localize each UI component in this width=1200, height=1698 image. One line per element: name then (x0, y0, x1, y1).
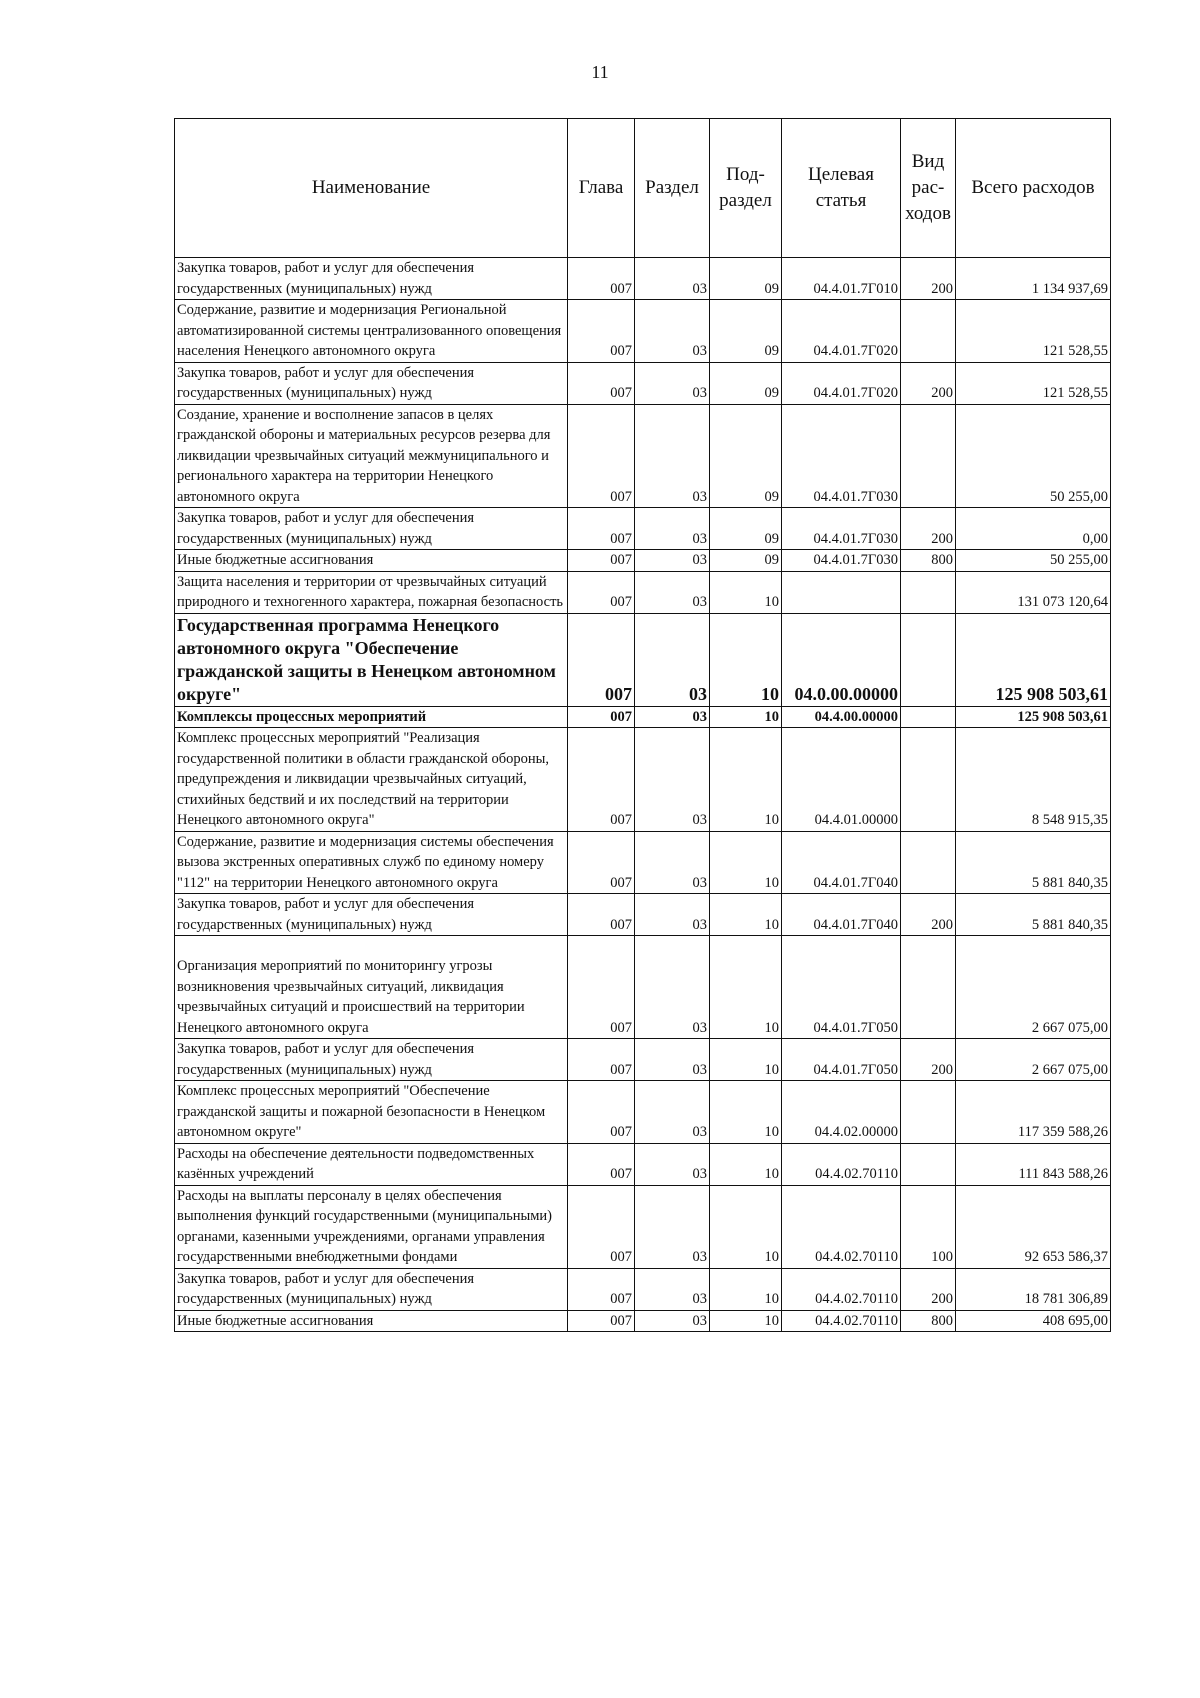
cell-razdel: 03 (635, 508, 710, 550)
cell-glava: 007 (568, 362, 635, 404)
cell-razdel: 03 (635, 300, 710, 363)
cell-podrazdel: 10 (710, 1310, 782, 1332)
cell-total: 121 528,55 (956, 362, 1111, 404)
page-number: 11 (591, 62, 609, 82)
cell-podrazdel: 09 (710, 404, 782, 508)
budget-table (174, 118, 1111, 1332)
cell-glava: 007 (568, 613, 635, 706)
cell-razdel: 03 (635, 728, 710, 832)
cell-name: Организация мероприятий по мониторингу угрозы возникновения чрезвычайных ситуаций, ликвидация чрезвычайных ситуаций и происшествий на территории Ненецкого автономного округа (175, 936, 568, 1039)
cell-razdel: 03 (635, 1039, 710, 1081)
cell-vid: 200 (901, 894, 956, 936)
cell-total: 125 908 503,61 (956, 706, 1111, 728)
table-row (175, 1185, 1111, 1268)
cell-razdel: 03 (635, 1081, 710, 1144)
cell-glava: 007 (568, 1310, 635, 1332)
cell-total: 8 548 915,35 (956, 728, 1111, 832)
table-row (175, 728, 1111, 832)
cell-glava: 007 (568, 1081, 635, 1144)
cell-statya: 04.4.00.00000 (782, 706, 901, 728)
table-row (175, 936, 1111, 1039)
cell-statya: 04.4.01.7Г010 (782, 258, 901, 300)
cell-vid (901, 404, 956, 508)
table-row (175, 1310, 1111, 1332)
table-row (175, 1039, 1111, 1081)
cell-vid: 800 (901, 550, 956, 572)
cell-razdel: 03 (635, 894, 710, 936)
cell-name: Закупка товаров, работ и услуг для обеспечения государственных (муниципальных) нужд (175, 258, 568, 300)
cell-glava: 007 (568, 706, 635, 728)
cell-glava: 007 (568, 404, 635, 508)
cell-razdel: 03 (635, 404, 710, 508)
table-row (175, 571, 1111, 613)
cell-name: Закупка товаров, работ и услуг для обеспечения государственных (муниципальных) нужд (175, 1268, 568, 1310)
header-vid: Вид рас- ходов (901, 119, 956, 258)
cell-glava: 007 (568, 1268, 635, 1310)
header-podrazdel: Под- раздел (710, 119, 782, 258)
header-statya: Целевая статья (782, 119, 901, 258)
table-row (175, 404, 1111, 508)
cell-podrazdel: 09 (710, 550, 782, 572)
table-row (175, 894, 1111, 936)
cell-statya: 04.4.01.7Г020 (782, 362, 901, 404)
cell-podrazdel: 09 (710, 508, 782, 550)
cell-glava: 007 (568, 508, 635, 550)
cell-razdel: 03 (635, 1310, 710, 1332)
cell-vid (901, 1143, 956, 1185)
cell-total: 117 359 588,26 (956, 1081, 1111, 1144)
cell-vid (901, 613, 956, 706)
table-body (175, 258, 1111, 1332)
cell-glava: 007 (568, 894, 635, 936)
table-row (175, 258, 1111, 300)
cell-razdel: 03 (635, 706, 710, 728)
cell-vid: 100 (901, 1185, 956, 1268)
cell-vid: 800 (901, 1310, 956, 1332)
cell-razdel: 03 (635, 613, 710, 706)
cell-podrazdel: 10 (710, 831, 782, 894)
cell-statya: 04.4.01.7Г050 (782, 936, 901, 1039)
cell-name: Иные бюджетные ассигнования (175, 550, 568, 572)
cell-razdel: 03 (635, 1268, 710, 1310)
cell-glava: 007 (568, 1039, 635, 1081)
table-row (175, 1268, 1111, 1310)
cell-total: 1 134 937,69 (956, 258, 1111, 300)
cell-name: Закупка товаров, работ и услуг для обеспечения государственных (муниципальных) нужд (175, 1039, 568, 1081)
cell-podrazdel: 10 (710, 894, 782, 936)
cell-vid (901, 1081, 956, 1144)
cell-name: Иные бюджетные ассигнования (175, 1310, 568, 1332)
cell-name: Расходы на выплаты персоналу в целях обеспечения выполнения функций государственными (муниципальными) органами, казенными учреждениями, органами управления государственными внебюджетными фондами (175, 1185, 568, 1268)
cell-statya: 04.4.02.00000 (782, 1081, 901, 1144)
cell-name: Расходы на обеспечение деятельности подведомственных казённых учреждений (175, 1143, 568, 1185)
cell-podrazdel: 10 (710, 1143, 782, 1185)
cell-razdel: 03 (635, 362, 710, 404)
cell-name: Комплексы процессных мероприятий (175, 706, 568, 728)
cell-podrazdel: 10 (710, 1081, 782, 1144)
cell-podrazdel: 10 (710, 1268, 782, 1310)
cell-total: 5 881 840,35 (956, 894, 1111, 936)
table-header-row (175, 119, 1111, 258)
cell-vid (901, 831, 956, 894)
cell-podrazdel: 10 (710, 706, 782, 728)
cell-podrazdel: 10 (710, 571, 782, 613)
cell-total: 125 908 503,61 (956, 613, 1111, 706)
cell-statya: 04.4.01.7Г020 (782, 300, 901, 363)
table-row (175, 613, 1111, 706)
table-row (175, 706, 1111, 728)
cell-podrazdel: 09 (710, 362, 782, 404)
cell-total: 121 528,55 (956, 300, 1111, 363)
table-row (175, 508, 1111, 550)
cell-statya: 04.0.00.00000 (782, 613, 901, 706)
cell-razdel: 03 (635, 1185, 710, 1268)
cell-statya: 04.4.01.7Г040 (782, 894, 901, 936)
cell-total: 50 255,00 (956, 550, 1111, 572)
header-glava: Глава (568, 119, 635, 258)
cell-statya: 04.4.02.70110 (782, 1310, 901, 1332)
cell-glava: 007 (568, 1185, 635, 1268)
table-row (175, 1081, 1111, 1144)
header-razdel: Раздел (635, 119, 710, 258)
cell-podrazdel: 10 (710, 1185, 782, 1268)
cell-statya: 04.4.01.7Г030 (782, 550, 901, 572)
table-row (175, 362, 1111, 404)
cell-total: 408 695,00 (956, 1310, 1111, 1332)
cell-glava: 007 (568, 728, 635, 832)
cell-statya: 04.4.02.70110 (782, 1268, 901, 1310)
cell-statya: 04.4.02.70110 (782, 1185, 901, 1268)
cell-glava: 007 (568, 571, 635, 613)
cell-total: 2 667 075,00 (956, 1039, 1111, 1081)
cell-vid (901, 936, 956, 1039)
cell-vid: 200 (901, 508, 956, 550)
cell-podrazdel: 09 (710, 300, 782, 363)
cell-statya: 04.4.01.7Г030 (782, 508, 901, 550)
cell-glava: 007 (568, 1143, 635, 1185)
cell-vid: 200 (901, 1268, 956, 1310)
table-row (175, 831, 1111, 894)
cell-podrazdel: 10 (710, 1039, 782, 1081)
cell-name: Защита населения и территории от чрезвычайных ситуаций природного и техногенного характера, пожарная безопасность (175, 571, 568, 613)
cell-name: Комплекс процессных мероприятий "Обеспечение гражданской защиты и пожарной безопасности в Ненецком автономном округе" (175, 1081, 568, 1144)
cell-name: Создание, хранение и восполнение запасов в целях гражданской обороны и материальных ресурсов резерва для ликвидации чрезвычайных ситуаций межмуниципального и регионального характера на территории Ненецкого автономного округа (175, 404, 568, 508)
table-row (175, 300, 1111, 363)
cell-statya: 04.4.01.7Г030 (782, 404, 901, 508)
cell-name: Закупка товаров, работ и услуг для обеспечения государственных (муниципальных) нужд (175, 894, 568, 936)
cell-total: 111 843 588,26 (956, 1143, 1111, 1185)
cell-name: Содержание, развитие и модернизация Региональной автоматизированной системы централизованного оповещения населения Ненецкого автономного округа (175, 300, 568, 363)
cell-total: 0,00 (956, 508, 1111, 550)
cell-podrazdel: 10 (710, 613, 782, 706)
cell-vid: 200 (901, 362, 956, 404)
cell-total: 5 881 840,35 (956, 831, 1111, 894)
cell-podrazdel: 10 (710, 728, 782, 832)
header-total: Всего расходов (956, 119, 1111, 258)
cell-name: Государственная программа Ненецкого автономного округа "Обеспечение гражданской защиты в Ненецком автономном округе" (175, 613, 568, 706)
cell-name: Закупка товаров, работ и услуг для обеспечения государственных (муниципальных) нужд (175, 508, 568, 550)
cell-name: Содержание, развитие и модернизация системы обеспечения вызова экстренных оперативных служб по единому номеру "112" на территории Ненецкого автономного округа (175, 831, 568, 894)
table-row (175, 550, 1111, 572)
cell-razdel: 03 (635, 571, 710, 613)
cell-vid: 200 (901, 1039, 956, 1081)
cell-name: Комплекс процессных мероприятий "Реализация государственной политики в области гражданской обороны, предупреждения и ликвидации чрезвычайных ситуаций, стихийных бедствий и их последствий на территории Ненецкого автономного округа" (175, 728, 568, 832)
cell-total: 131 073 120,64 (956, 571, 1111, 613)
cell-glava: 007 (568, 831, 635, 894)
cell-glava: 007 (568, 258, 635, 300)
cell-statya: 04.4.01.00000 (782, 728, 901, 832)
cell-glava: 007 (568, 550, 635, 572)
cell-total: 50 255,00 (956, 404, 1111, 508)
cell-vid: 200 (901, 258, 956, 300)
cell-podrazdel: 09 (710, 258, 782, 300)
table-row (175, 1143, 1111, 1185)
header-name: Наименование (175, 119, 568, 258)
cell-name: Закупка товаров, работ и услуг для обеспечения государственных (муниципальных) нужд (175, 362, 568, 404)
cell-razdel: 03 (635, 258, 710, 300)
cell-statya: 04.4.01.7Г040 (782, 831, 901, 894)
cell-statya: 04.4.02.70110 (782, 1143, 901, 1185)
cell-razdel: 03 (635, 550, 710, 572)
cell-glava: 007 (568, 300, 635, 363)
cell-vid (901, 706, 956, 728)
cell-vid (901, 300, 956, 363)
cell-razdel: 03 (635, 936, 710, 1039)
cell-razdel: 03 (635, 831, 710, 894)
cell-statya: 04.4.01.7Г050 (782, 1039, 901, 1081)
cell-total: 18 781 306,89 (956, 1268, 1111, 1310)
cell-total: 2 667 075,00 (956, 936, 1111, 1039)
cell-vid (901, 571, 956, 613)
cell-glava: 007 (568, 936, 635, 1039)
cell-total: 92 653 586,37 (956, 1185, 1111, 1268)
cell-podrazdel: 10 (710, 936, 782, 1039)
cell-vid (901, 728, 956, 832)
cell-statya (782, 571, 901, 613)
cell-razdel: 03 (635, 1143, 710, 1185)
